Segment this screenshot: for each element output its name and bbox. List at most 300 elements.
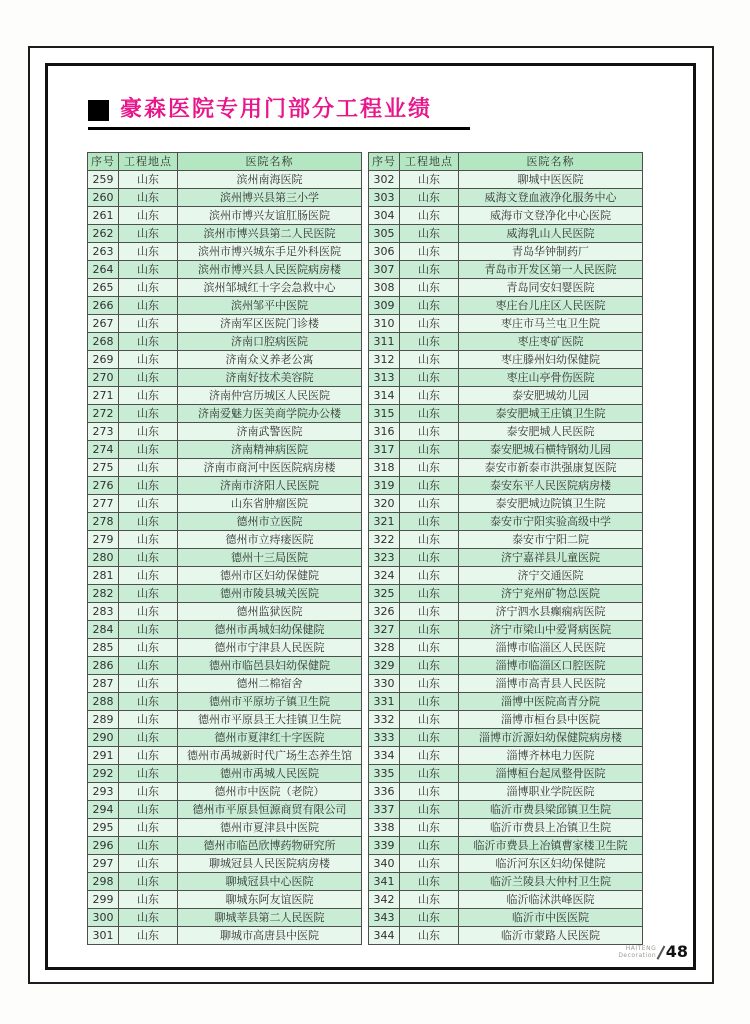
hospital-name-cell: 德州市立医院 [178, 513, 362, 531]
table-row [88, 315, 362, 333]
serial-cell: 335 [369, 765, 400, 783]
serial-cell: 275 [88, 459, 119, 477]
title-bullet-square-icon [88, 100, 109, 121]
page-title: 豪森医院专用门部分工程业绩 [120, 97, 433, 122]
table-row [88, 351, 362, 369]
serial-cell: 268 [88, 333, 119, 351]
location-cell: 山东 [400, 189, 459, 207]
table-row [88, 261, 362, 279]
hospital-name-cell: 济南市济阳人民医院 [178, 477, 362, 495]
table-row [369, 549, 643, 567]
hospital-name-cell: 德州市临邑县妇幼保健院 [178, 657, 362, 675]
location-cell: 山东 [400, 423, 459, 441]
hospital-name-cell: 德州市平原县恒源商贸有限公司 [178, 801, 362, 819]
table-row [88, 369, 362, 387]
brand-logo-text [618, 945, 656, 959]
serial-cell: 296 [88, 837, 119, 855]
serial-cell: 303 [369, 189, 400, 207]
serial-cell: 289 [88, 711, 119, 729]
table-row [88, 711, 362, 729]
table-row [369, 567, 643, 585]
table-row [369, 189, 643, 207]
table-row [88, 459, 362, 477]
location-cell: 山东 [400, 441, 459, 459]
location-cell: 山东 [119, 729, 178, 747]
hospital-name-cell: 滨州市博兴友谊肛肠医院 [178, 207, 362, 225]
table-row [88, 693, 362, 711]
serial-cell: 327 [369, 621, 400, 639]
serial-cell: 323 [369, 549, 400, 567]
serial-cell: 280 [88, 549, 119, 567]
serial-cell: 339 [369, 837, 400, 855]
hospital-name-cell: 德州市平原坊子镇卫生院 [178, 693, 362, 711]
table-row [369, 621, 643, 639]
hospital-name-cell: 德州市平原县王大挂镇卫生院 [178, 711, 362, 729]
table-row [88, 495, 362, 513]
hospital-name-cell: 济南口腔病医院 [178, 333, 362, 351]
header-serial: 序号 [369, 153, 400, 171]
serial-cell: 293 [88, 783, 119, 801]
hospital-name-cell: 济南军区医院门诊楼 [178, 315, 362, 333]
hospital-name-cell: 临沂市费县上冶镇卫生院 [459, 819, 643, 837]
table-row [369, 747, 643, 765]
hospital-name-cell: 枣庄台儿庄区人民医院 [459, 297, 643, 315]
location-cell: 山东 [400, 333, 459, 351]
hospital-name-cell: 德州市宁津县人民医院 [178, 639, 362, 657]
table-row [88, 225, 362, 243]
hospital-name-cell: 济宁嘉祥县儿童医院 [459, 549, 643, 567]
hospital-name-cell: 临沂市蒙路人民医院 [459, 927, 643, 945]
table-row [88, 765, 362, 783]
location-cell: 山东 [400, 369, 459, 387]
table-row [369, 837, 643, 855]
serial-cell: 260 [88, 189, 119, 207]
location-cell: 山东 [400, 909, 459, 927]
hospital-name-cell: 德州十三局医院 [178, 549, 362, 567]
hospital-name-cell: 枣庄滕州妇幼保健院 [459, 351, 643, 369]
serial-cell: 261 [88, 207, 119, 225]
table-row [369, 387, 643, 405]
page-number: 48 [665, 942, 688, 961]
hospital-name-cell: 德州市陵县城关医院 [178, 585, 362, 603]
table-row [88, 423, 362, 441]
hospital-name-cell: 临沂临沭洪峰医院 [459, 891, 643, 909]
brand-line1: HAITENG [625, 944, 657, 952]
serial-cell: 299 [88, 891, 119, 909]
brand-slash-icon [657, 945, 665, 959]
location-cell: 山东 [400, 405, 459, 423]
location-cell: 山东 [119, 369, 178, 387]
location-cell: 山东 [400, 891, 459, 909]
location-cell: 山东 [119, 423, 178, 441]
table-row [369, 261, 643, 279]
serial-cell: 259 [88, 171, 119, 189]
hospital-name-cell: 临沂市费县上冶镇曹家楼卫生院 [459, 837, 643, 855]
serial-cell: 297 [88, 855, 119, 873]
hospital-name-cell: 滨州南海医院 [178, 171, 362, 189]
table-row [369, 441, 643, 459]
table-row [88, 531, 362, 549]
hospital-name-cell: 泰安肥城幼儿园 [459, 387, 643, 405]
brand-line2: Decoration [618, 952, 657, 959]
serial-cell: 265 [88, 279, 119, 297]
table-row [369, 729, 643, 747]
serial-cell: 342 [369, 891, 400, 909]
serial-cell: 317 [369, 441, 400, 459]
location-cell: 山东 [119, 927, 178, 945]
serial-cell: 291 [88, 747, 119, 765]
serial-cell: 333 [369, 729, 400, 747]
hospital-name-cell: 济南爱魅力医美商学院办公楼 [178, 405, 362, 423]
location-cell: 山东 [400, 387, 459, 405]
location-cell: 山东 [400, 837, 459, 855]
serial-cell: 304 [369, 207, 400, 225]
location-cell: 山东 [119, 171, 178, 189]
table-row [88, 603, 362, 621]
hospital-name-cell: 山东省肿瘤医院 [178, 495, 362, 513]
serial-cell: 277 [88, 495, 119, 513]
hospital-name-cell: 滨州市博兴县第二人民医院 [178, 225, 362, 243]
table-row [88, 585, 362, 603]
location-cell: 山东 [400, 639, 459, 657]
serial-cell: 283 [88, 603, 119, 621]
location-cell: 山东 [119, 603, 178, 621]
hospital-name-cell: 德州市中医院（老院） [178, 783, 362, 801]
serial-cell: 301 [88, 927, 119, 945]
location-cell: 山东 [119, 549, 178, 567]
hospital-name-cell: 德州市临邑欣博药物研究所 [178, 837, 362, 855]
table-row [88, 279, 362, 297]
location-cell: 山东 [119, 891, 178, 909]
serial-cell: 337 [369, 801, 400, 819]
location-cell: 山东 [119, 279, 178, 297]
table-row [88, 477, 362, 495]
location-cell: 山东 [400, 477, 459, 495]
table-row [369, 315, 643, 333]
location-cell: 山东 [119, 657, 178, 675]
hospital-name-cell: 青岛同安妇婴医院 [459, 279, 643, 297]
table-row [88, 729, 362, 747]
location-cell: 山东 [119, 495, 178, 513]
serial-cell: 279 [88, 531, 119, 549]
serial-cell: 295 [88, 819, 119, 837]
location-cell: 山东 [400, 765, 459, 783]
table-row [88, 387, 362, 405]
serial-cell: 326 [369, 603, 400, 621]
page-footer [576, 940, 688, 964]
hospital-name-cell: 临沂市中医医院 [459, 909, 643, 927]
location-cell: 山东 [119, 747, 178, 765]
location-cell: 山东 [119, 189, 178, 207]
serial-cell: 298 [88, 873, 119, 891]
table-row [369, 873, 643, 891]
serial-cell: 340 [369, 855, 400, 873]
hospital-name-cell: 德州市夏津县中医院 [178, 819, 362, 837]
header-row [369, 153, 643, 171]
serial-cell: 267 [88, 315, 119, 333]
serial-cell: 336 [369, 783, 400, 801]
serial-cell: 266 [88, 297, 119, 315]
serial-cell: 329 [369, 657, 400, 675]
table-row [369, 585, 643, 603]
table-row [88, 873, 362, 891]
location-cell: 山东 [119, 801, 178, 819]
location-cell: 山东 [400, 207, 459, 225]
serial-cell: 319 [369, 477, 400, 495]
table-row [369, 369, 643, 387]
hospital-name-cell: 泰安市新泰市洪强康复医院 [459, 459, 643, 477]
location-cell: 山东 [400, 621, 459, 639]
serial-cell: 271 [88, 387, 119, 405]
hospital-name-cell: 德州市立痔瘘医院 [178, 531, 362, 549]
table-row [369, 819, 643, 837]
serial-cell: 310 [369, 315, 400, 333]
hospital-name-cell: 聊城中医医院 [459, 171, 643, 189]
location-cell: 山东 [400, 693, 459, 711]
table-row [88, 927, 362, 945]
location-cell: 山东 [119, 225, 178, 243]
hospital-name-cell: 淄博市桓台县中医院 [459, 711, 643, 729]
serial-cell: 270 [88, 369, 119, 387]
location-cell: 山东 [119, 513, 178, 531]
table-row [88, 405, 362, 423]
serial-cell: 334 [369, 747, 400, 765]
table-row [369, 711, 643, 729]
serial-cell: 263 [88, 243, 119, 261]
location-cell: 山东 [400, 351, 459, 369]
location-cell: 山东 [119, 567, 178, 585]
hospital-name-cell: 临沂市费县梁邱镇卫生院 [459, 801, 643, 819]
serial-cell: 308 [369, 279, 400, 297]
hospital-name-cell: 济宁市梁山中爱肾病医院 [459, 621, 643, 639]
table-row [88, 207, 362, 225]
hospital-name-cell: 泰安市宁阳二院 [459, 531, 643, 549]
table-row [369, 333, 643, 351]
hospital-name-cell: 德州市夏津红十字医院 [178, 729, 362, 747]
hospital-name-cell: 淄博市高青县人民医院 [459, 675, 643, 693]
hospital-name-cell: 泰安肥城人民医院 [459, 423, 643, 441]
serial-cell: 325 [369, 585, 400, 603]
header-hospital-name: 医院名称 [459, 153, 643, 171]
table-row [369, 909, 643, 927]
location-cell: 山东 [400, 675, 459, 693]
hospital-name-cell: 滨州邹城红十字会急救中心 [178, 279, 362, 297]
header-location: 工程地点 [119, 153, 178, 171]
location-cell: 山东 [119, 441, 178, 459]
table-row [369, 603, 643, 621]
hospital-name-cell: 青岛市开发区第一人民医院 [459, 261, 643, 279]
table-row [88, 549, 362, 567]
location-cell: 山东 [119, 315, 178, 333]
serial-cell: 312 [369, 351, 400, 369]
table-row [369, 639, 643, 657]
table-row [369, 801, 643, 819]
table-row [369, 405, 643, 423]
serial-cell: 276 [88, 477, 119, 495]
serial-cell: 285 [88, 639, 119, 657]
hospital-name-cell: 济宁交通医院 [459, 567, 643, 585]
hospital-name-cell: 济南武警医院 [178, 423, 362, 441]
hospital-name-cell: 德州市区妇幼保健院 [178, 567, 362, 585]
location-cell: 山东 [400, 873, 459, 891]
hospital-name-cell: 聊城莘县第二人民医院 [178, 909, 362, 927]
location-cell: 山东 [119, 531, 178, 549]
location-cell: 山东 [119, 477, 178, 495]
location-cell: 山东 [119, 459, 178, 477]
table-row [369, 495, 643, 513]
location-cell: 山东 [119, 837, 178, 855]
serial-cell: 343 [369, 909, 400, 927]
hospital-name-cell: 淄博市沂源妇幼保健院病房楼 [459, 729, 643, 747]
table-row [369, 477, 643, 495]
serial-cell: 311 [369, 333, 400, 351]
serial-cell: 300 [88, 909, 119, 927]
hospital-name-cell: 威海乳山人民医院 [459, 225, 643, 243]
serial-cell: 332 [369, 711, 400, 729]
hospital-name-cell: 泰安东平人民医院病房楼 [459, 477, 643, 495]
table-row [369, 783, 643, 801]
location-cell: 山东 [119, 621, 178, 639]
table-row [88, 891, 362, 909]
hospital-name-cell: 临沂河东区妇幼保健院 [459, 855, 643, 873]
location-cell: 山东 [400, 495, 459, 513]
project-table-left [87, 152, 362, 945]
header-hospital-name: 医院名称 [178, 153, 362, 171]
hospital-name-cell: 德州市禹城妇幼保健院 [178, 621, 362, 639]
location-cell: 山东 [400, 459, 459, 477]
table-row [88, 639, 362, 657]
hospital-name-cell: 济宁兖州矿物总医院 [459, 585, 643, 603]
location-cell: 山东 [400, 243, 459, 261]
location-cell: 山东 [400, 603, 459, 621]
table-row [369, 855, 643, 873]
hospital-name-cell: 济南精神病医院 [178, 441, 362, 459]
serial-cell: 316 [369, 423, 400, 441]
table-row [369, 351, 643, 369]
serial-cell: 313 [369, 369, 400, 387]
hospital-name-cell: 滨州博兴县第三小学 [178, 189, 362, 207]
location-cell: 山东 [119, 765, 178, 783]
location-cell: 山东 [119, 693, 178, 711]
hospital-name-cell: 枣庄市马兰屯卫生院 [459, 315, 643, 333]
location-cell: 山东 [119, 819, 178, 837]
serial-cell: 315 [369, 405, 400, 423]
table-row [369, 891, 643, 909]
hospital-name-cell: 济南仲宫历城区人民医院 [178, 387, 362, 405]
serial-cell: 324 [369, 567, 400, 585]
serial-cell: 287 [88, 675, 119, 693]
serial-cell: 273 [88, 423, 119, 441]
hospital-name-cell: 济宁泗水县癫痫病医院 [459, 603, 643, 621]
hospital-name-cell: 德州监狱医院 [178, 603, 362, 621]
location-cell: 山东 [400, 927, 459, 945]
hospital-name-cell: 威海市文登净化中心医院 [459, 207, 643, 225]
hospital-name-cell: 德州市禹城新时代广场生态养生馆 [178, 747, 362, 765]
serial-cell: 278 [88, 513, 119, 531]
location-cell: 山东 [400, 297, 459, 315]
hospital-name-cell: 聊城冠县人民医院病房楼 [178, 855, 362, 873]
hospital-name-cell: 泰安肥城边院镇卫生院 [459, 495, 643, 513]
location-cell: 山东 [119, 873, 178, 891]
table-row [88, 243, 362, 261]
location-cell: 山东 [119, 297, 178, 315]
serial-cell: 321 [369, 513, 400, 531]
location-cell: 山东 [119, 711, 178, 729]
location-cell: 山东 [119, 783, 178, 801]
hospital-name-cell: 济南市商河中医医院病房楼 [178, 459, 362, 477]
header-serial: 序号 [88, 153, 119, 171]
location-cell: 山东 [400, 855, 459, 873]
hospital-name-cell: 泰安市宁阳实验高级中学 [459, 513, 643, 531]
table-row [88, 621, 362, 639]
hospital-name-cell: 淄博市临淄区口腔医院 [459, 657, 643, 675]
table-row [88, 513, 362, 531]
location-cell: 山东 [400, 783, 459, 801]
serial-cell: 306 [369, 243, 400, 261]
location-cell: 山东 [400, 315, 459, 333]
serial-cell: 292 [88, 765, 119, 783]
hospital-name-cell: 淄博市临淄区人民医院 [459, 639, 643, 657]
location-cell: 山东 [400, 567, 459, 585]
table-row [88, 909, 362, 927]
project-tables [87, 152, 643, 945]
location-cell: 山东 [400, 513, 459, 531]
serial-cell: 322 [369, 531, 400, 549]
table-row [369, 693, 643, 711]
serial-cell: 288 [88, 693, 119, 711]
location-cell: 山东 [119, 333, 178, 351]
table-row [88, 675, 362, 693]
location-cell: 山东 [119, 387, 178, 405]
serial-cell: 264 [88, 261, 119, 279]
hospital-name-cell: 滨州市博兴城东手足外科医院 [178, 243, 362, 261]
serial-cell: 305 [369, 225, 400, 243]
table-row [369, 531, 643, 549]
location-cell: 山东 [119, 909, 178, 927]
location-cell: 山东 [119, 351, 178, 369]
serial-cell: 328 [369, 639, 400, 657]
serial-cell: 274 [88, 441, 119, 459]
table-row [369, 423, 643, 441]
serial-cell: 269 [88, 351, 119, 369]
serial-cell: 309 [369, 297, 400, 315]
hospital-name-cell: 枣庄枣矿医院 [459, 333, 643, 351]
table-row [369, 513, 643, 531]
hospital-name-cell: 淄博齐林电力医院 [459, 747, 643, 765]
serial-cell: 284 [88, 621, 119, 639]
serial-cell: 320 [369, 495, 400, 513]
serial-cell: 318 [369, 459, 400, 477]
hospital-name-cell: 济南好技术美容院 [178, 369, 362, 387]
table-row [88, 189, 362, 207]
hospital-name-cell: 临沂兰陵县大仲村卫生院 [459, 873, 643, 891]
table-row [369, 297, 643, 315]
serial-cell: 307 [369, 261, 400, 279]
table-row [88, 837, 362, 855]
location-cell: 山东 [400, 729, 459, 747]
table-row [88, 819, 362, 837]
table-row [88, 441, 362, 459]
location-cell: 山东 [400, 819, 459, 837]
title-block [88, 99, 470, 130]
hospital-name-cell: 济南众义养老公寓 [178, 351, 362, 369]
serial-cell: 262 [88, 225, 119, 243]
serial-cell: 286 [88, 657, 119, 675]
location-cell: 山东 [400, 549, 459, 567]
table-row [369, 765, 643, 783]
table-row [369, 657, 643, 675]
location-cell: 山东 [400, 747, 459, 765]
